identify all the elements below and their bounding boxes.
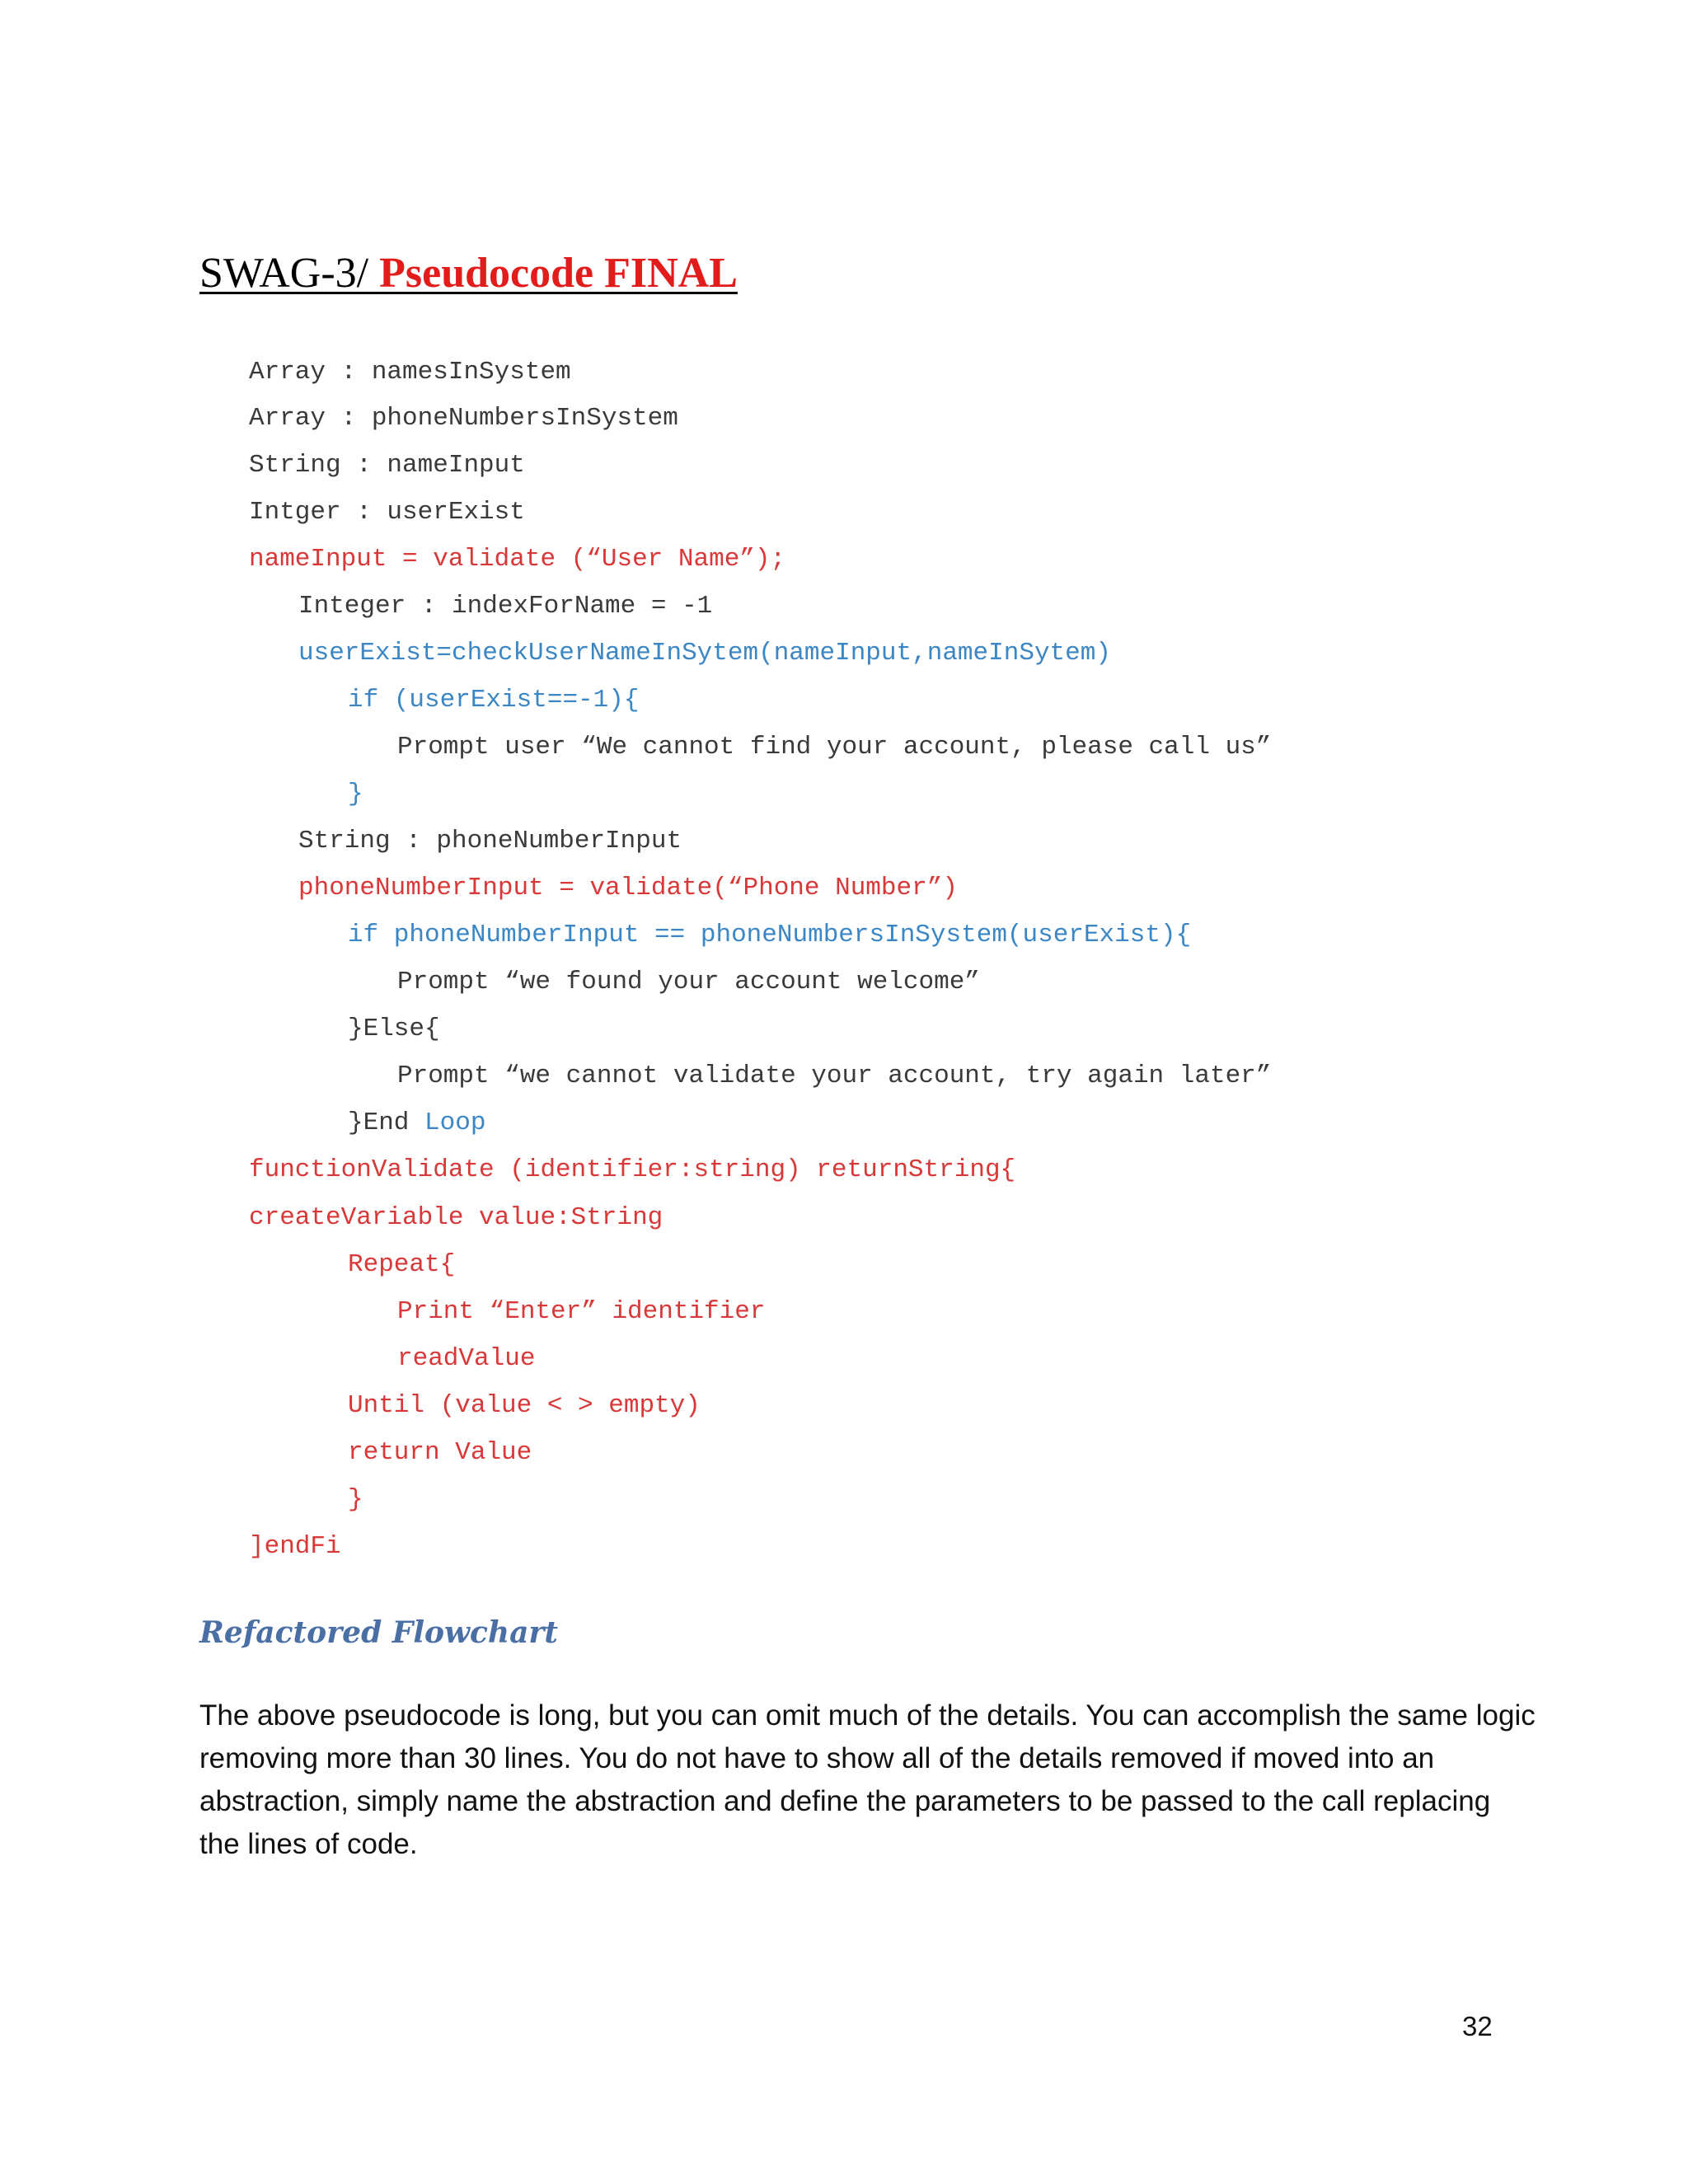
code-line: Prompt “we cannot validate your account, try again later”	[397, 1062, 1272, 1090]
page-number: 32	[1462, 2011, 1493, 2041]
code-line: ]endFi	[249, 1532, 341, 1561]
code-line: functionValidate (identifier:string) returnString{	[249, 1155, 1016, 1184]
code-line: if phoneNumberInput == phoneNumbersInSystem(userExist){	[348, 921, 1192, 949]
title-accent: Pseudocode FINAL	[379, 250, 738, 297]
code-line: Repeat{	[348, 1250, 456, 1279]
code-line: Prompt user “We cannot find your account, please call us”	[397, 733, 1272, 762]
code-line: readValue	[397, 1344, 536, 1373]
code-line: userExist=checkUserNameInSytem(nameInput,nameInSytem)	[298, 639, 1111, 668]
paragraph-line: removing more than 30 lines. You do not have to show all of the details removed if moved into an	[199, 1742, 1435, 1774]
code-line: Integer : indexForName = -1	[298, 592, 713, 621]
code-line: String : phoneNumberInput	[298, 827, 682, 855]
code-line: Intger : userExist	[249, 498, 525, 527]
code-line: }	[348, 780, 363, 808]
title-prefix: SWAG-3/	[199, 250, 380, 297]
code-token: Loop	[424, 1108, 486, 1137]
code-line: String : nameInput	[249, 451, 525, 480]
code-line: Array : phoneNumbersInSystem	[249, 404, 678, 433]
code-token: }End	[348, 1108, 425, 1137]
body-paragraph	[199, 1694, 1536, 1866]
code-line: Prompt “we found your account welcome”	[397, 968, 980, 996]
code-line: Array : namesInSystem	[249, 358, 571, 387]
section-heading: Refactored Flowchart	[199, 1615, 559, 1650]
code-line: Until (value < > empty)	[348, 1391, 701, 1420]
code-line: createVariable value:String	[249, 1203, 663, 1232]
paragraph-line: abstraction, simply name the abstraction and define the parameters to be passed to the call replacing	[199, 1785, 1491, 1817]
code-line: if (userExist==-1){	[348, 686, 640, 715]
page-title	[199, 249, 738, 298]
code-line: return Value	[348, 1438, 532, 1467]
code-line: }Else{	[348, 1015, 440, 1043]
paragraph-line: the lines of code.	[199, 1828, 418, 1860]
paragraph-line: The above pseudocode is long, but you can omit much of the details. You can accomplish the same logic	[199, 1699, 1536, 1732]
code-line	[348, 1107, 485, 1140]
code-line: phoneNumberInput = validate(“Phone Number”)	[298, 874, 958, 902]
code-line: Print “Enter” identifier	[397, 1297, 766, 1326]
code-line: nameInput = validate (“User Name”);	[249, 545, 786, 574]
code-line: }	[348, 1485, 363, 1514]
